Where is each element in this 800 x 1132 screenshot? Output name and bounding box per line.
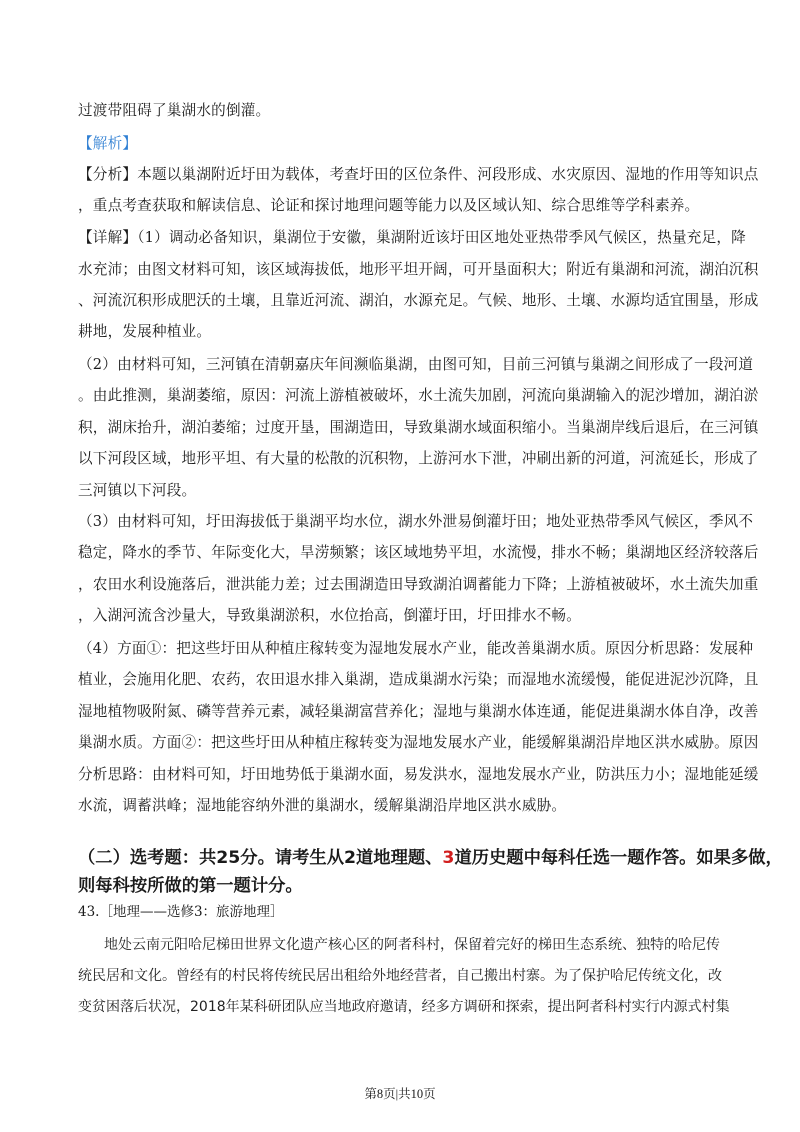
text-line: 分析思路：由材料可知，圩田地势低于巢湖水面，易发洪水，湿地发展水产业，防洪压力小；湿地能延缓 [78,766,759,783]
text-line: 【分析】本题以巢湖附近圩田为载体，考查圩田的区位条件、河段形成、水灾原因、湿地的作用等知识点 [78,166,759,183]
text-line: 。由此推测，巢湖萎缩，原因：河流上游植被破坏，水土流失加剧，河流向巢湖输入的泥沙增加，湖泊淤 [78,387,759,404]
section-heading-highlight: 3 [442,848,455,868]
question-paragraph-line: 统民居和文化。曾经有的村民将传统民居出租给外地经营者，自己搬出村寨。为了保护哈尼传统文化，改 [78,968,722,984]
question-paragraph-line: 变贫困落后状况，2018年某科研团队应当地政府邀请，经多方调研和探索，提出阿者科村实行内源式村集 [78,999,730,1015]
text-line: 以下河段区域，地形平坦、有大量的松散的沉积物，上游河水下泄，冲刷出新的河道，河流延长，形成了 [78,450,759,467]
text-line: 【详解】（1）调动必备知识，巢湖位于安徽，巢湖附近该圩田区地处亚热带季风气候区，热量充足，降 [78,229,746,246]
text-line: ，农田水利设施落后，泄洪能力差；过去围湖造田导致湖泊调蓄能力下降；上游植被破坏，水土流失加重 [78,576,759,593]
question-paragraph-line: 地处云南元阳哈尼梯田世界文化遗产核心区的阿者科村，保留着完好的梯田生态系统、独特的哈尼传 [104,937,720,953]
text-line: 植业，会施用化肥、农药，农田退水排入巢湖，造成巢湖水污染；而湿地水流缓慢，能促进泥沙沉降，且 [78,671,759,688]
section-heading-part1: （二）选考题：共25分。请考生从2道地理题、 [78,848,443,868]
text-line: 三河镇以下河段。 [78,482,197,499]
text-line: ，入湖河流含沙量大，导致巢湖淤积，水位抬高，倒灌圩田，圩田排水不畅。 [78,607,581,624]
text-line: 湿地植物吸附氮、磷等营养元素，减轻巢湖富营养化；湿地与巢湖水体连通，能促进巢湖水体自净，改善 [78,703,759,720]
text-line: 过渡带阻碍了巢湖水的倒灌。 [78,102,271,119]
text-line: 水充沛；由图文材料可知，该区域海拔低，地形平坦开阔，可开垦面积大；附近有巢湖和河流，湖泊沉积 [78,261,759,278]
text-line: （4）方面①：把这些圩田从种植庄稼转变为湿地发展水产业，能改善巢湖水质。原因分析思路：发展种 [78,640,754,657]
text-line: 巢湖水质。方面②：把这些圩田从种植庄稼转变为湿地发展水产业，能缓解巢湖沿岸地区洪水威胁。原因 [78,734,759,751]
text-line: ，重点考查获取和解读信息、论证和探讨地理问题等能力以及区域认知、综合思维等学科素养。 [78,197,700,214]
section-heading-part2: 道历史题中每科任选一题作答。如果多做， [454,848,783,868]
analysis-heading: 【解析】 [78,135,138,152]
text-line: （3）由材料可知，圩田海拔低于巢湖平均水位，湖水外泄易倒灌圩田；地处亚热带季风气候区，季风不 [78,513,754,530]
section-heading-line2: 则每科按所做的第一题计分。 [78,876,303,896]
text-line: 耕地，发展种植业。 [78,323,212,340]
text-line: （2）由材料可知，三河镇在清朝嘉庆年间濒临巢湖，由图可知，目前三河镇与巢湖之间形成了一段河道 [78,356,754,373]
page-footer: 第8页|共10页 [364,1087,436,1101]
text-line: 、河流沉积形成肥沃的土壤，且靠近河流、湖泊，水源充足。气候、地形、土壤、水源均适宜围垦，形成 [78,292,759,309]
text-line: 积，湖床抬升，湖泊萎缩；过度开垦，围湖造田，导致巢湖水域面积缩小。当巢湖岸线后退后，在三河镇 [78,419,759,436]
section-heading [78,846,783,870]
text-line: 稳定，降水的季节、年际变化大，旱涝频繁；该区域地势平坦，水流慢，排水不畅；巢湖地区经济较落后 [78,544,759,561]
text-line: 水流，调蓄洪峰；湿地能容纳外泄的巢湖水，缓解巢湖沿岸地区洪水威胁。 [78,797,567,814]
question-43-title: 43.［地理——选修3：旅游地理］ [78,904,284,920]
